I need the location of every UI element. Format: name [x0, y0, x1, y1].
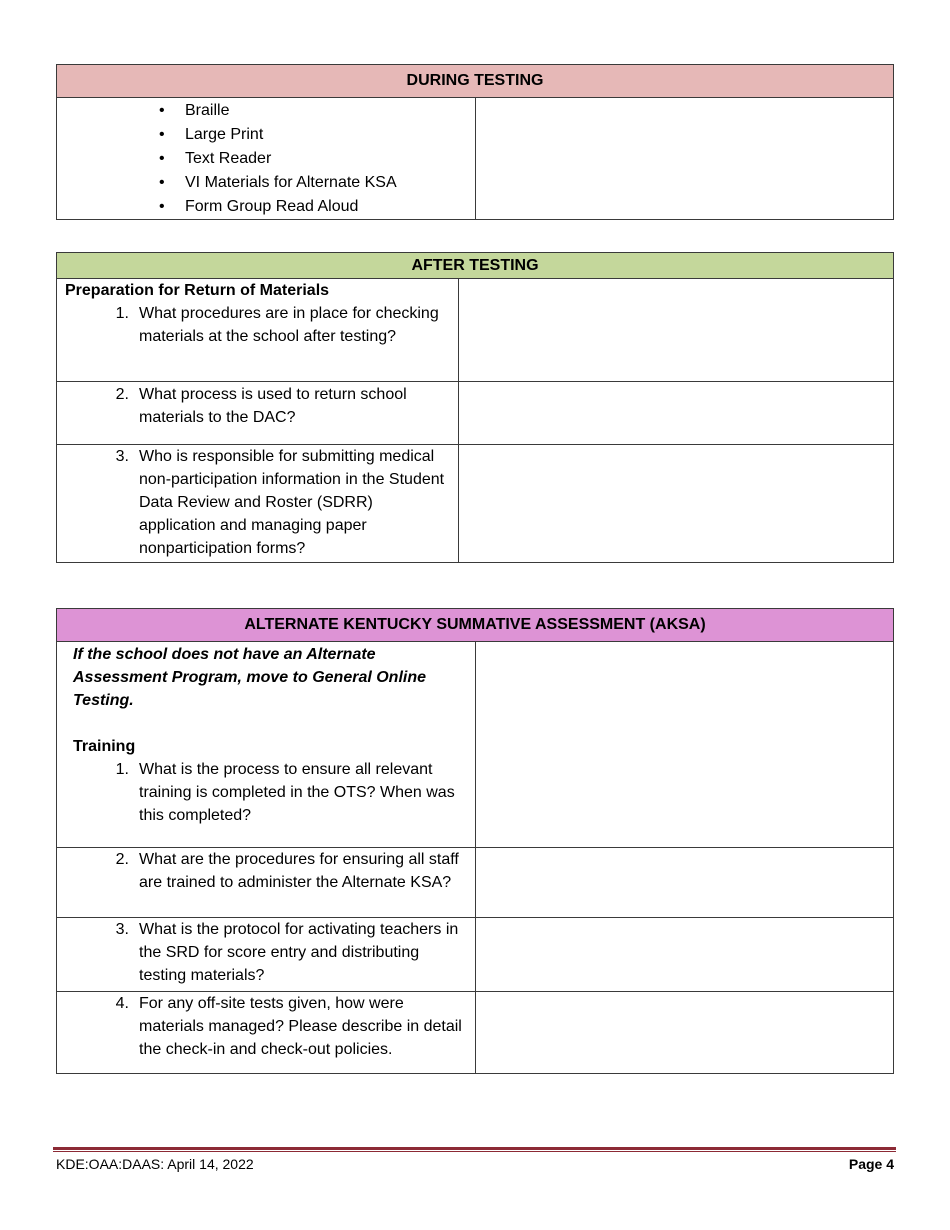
question-cell: [57, 382, 459, 445]
question-number: 1.: [115, 761, 129, 778]
response-cell[interactable]: [476, 642, 894, 848]
question-number: 2.: [115, 851, 129, 868]
response-cell[interactable]: [476, 918, 894, 992]
question-cell: [57, 642, 476, 848]
after-testing-table: [56, 252, 894, 563]
response-cell[interactable]: [476, 992, 894, 1074]
accommodations-list: [57, 98, 475, 219]
aksa-header: ALTERNATE KENTUCKY SUMMATIVE ASSESSMENT (AKSA): [57, 609, 894, 642]
question-text: What is the process to ensure all relevant training is completed in the OTS? When was this completed?: [139, 761, 455, 824]
after-testing-header: AFTER TESTING: [57, 253, 894, 279]
question-number: 1.: [115, 305, 129, 322]
question-number: 2.: [115, 386, 129, 403]
question-text: What is the protocol for activating teachers in the SRD for score entry and distributing testing materials?: [139, 921, 459, 984]
question-text: For any off-site tests given, how were materials managed? Please describe in detail the check-in and check-out policies.: [139, 995, 462, 1058]
accommodations-list-cell: [57, 98, 476, 220]
list-item: • Braille: [57, 99, 475, 123]
question-cell: [57, 445, 459, 563]
question-item: [57, 383, 458, 429]
response-cell[interactable]: [476, 848, 894, 918]
question-item: [57, 992, 475, 1061]
question-number: 4.: [115, 995, 129, 1012]
question-number: 3.: [115, 448, 129, 465]
training-heading: Training: [73, 738, 136, 755]
footer-divider: [53, 1147, 896, 1150]
during-testing-header: DURING TESTING: [57, 65, 894, 98]
question-cell: [57, 992, 476, 1074]
footer-doc-id: KDE:OAA:DAAS: April 14, 2022: [56, 1156, 254, 1172]
question-item: [57, 758, 475, 827]
question-text: Who is responsible for submitting medical non-participation information in the Student Data Review and Roster (SDRR) application and managing paper nonparticipation forms?: [139, 448, 445, 557]
question-cell: [57, 279, 459, 382]
section-heading: Preparation for Return of Materials: [65, 282, 330, 299]
list-item: • Large Print: [57, 123, 475, 147]
response-cell[interactable]: [459, 445, 894, 563]
response-cell[interactable]: [459, 279, 894, 382]
during-testing-table: [56, 64, 894, 220]
skip-note: If the school does not have an Alternate Assessment Program, move to General Online Testing.: [73, 646, 427, 709]
question-text: What are the procedures for ensuring all staff are trained to administer the Alternate KSA?: [139, 851, 459, 891]
question-item: [57, 918, 475, 987]
list-item: • Text Reader: [57, 147, 475, 171]
aksa-table: [56, 608, 894, 1074]
question-text: What process is used to return school materials to the DAC?: [139, 386, 407, 426]
list-item: • Form Group Read Aloud: [57, 195, 475, 219]
list-item: • VI Materials for Alternate KSA: [57, 171, 475, 195]
question-number: 3.: [115, 921, 129, 938]
footer-divider-thin: [53, 1151, 896, 1152]
response-cell[interactable]: [476, 98, 894, 220]
question-item: [57, 848, 475, 894]
footer-page-number: Page 4: [848, 1156, 894, 1172]
question-cell: [57, 848, 476, 918]
question-item: [57, 302, 458, 348]
question-cell: [57, 918, 476, 992]
response-cell[interactable]: [459, 382, 894, 445]
question-item: [57, 445, 458, 560]
question-text: What procedures are in place for checking materials at the school after testing?: [139, 305, 439, 345]
